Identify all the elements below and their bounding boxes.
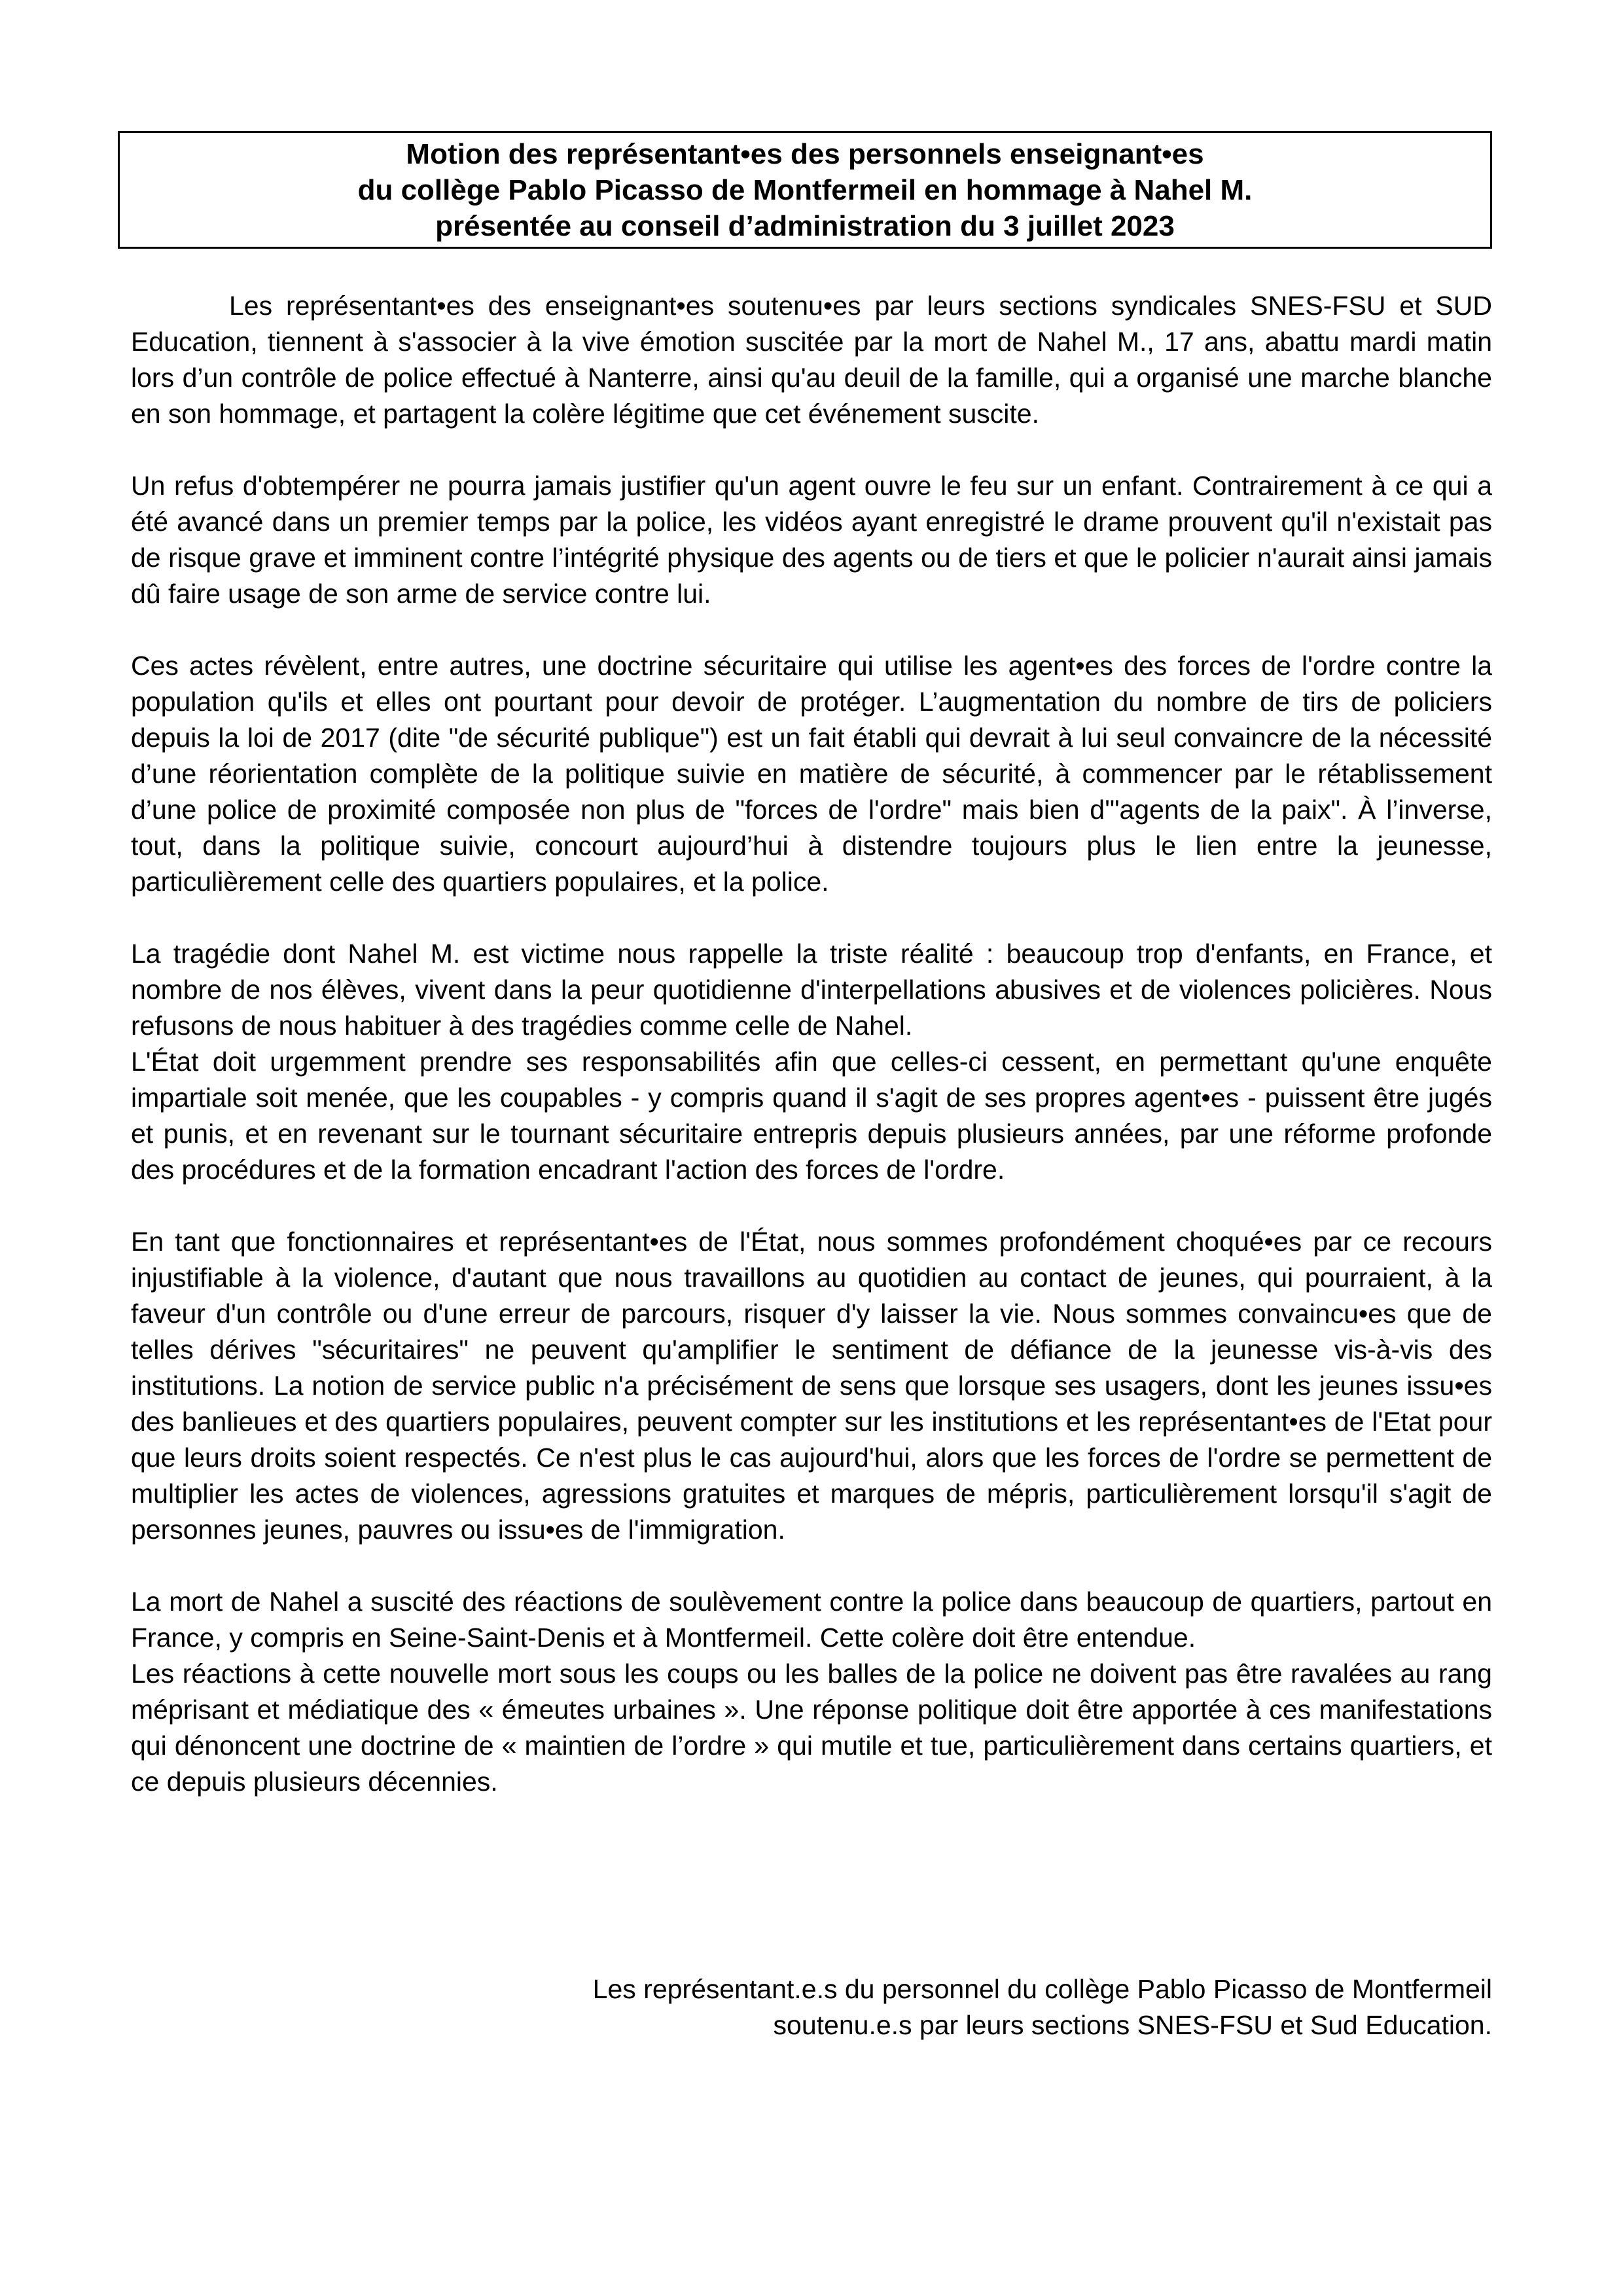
signature-line-2: soutenu.e.s par leurs sections SNES-FSU et Sud Education. — [773, 2010, 1492, 2040]
title-line-1: Motion des représentant•es des personnels enseignant•es — [406, 137, 1204, 170]
paragraph-refus: Un refus d'obtempérer ne pourra jamais justifier qu'un agent ouvre le feu sur un enfant. Contrairement à ce qui a été avancé dans un premier temps par la police, les vidéos ayant enregistré le drame prouvent qu'il n'existait pas de risque grave et imminent contre l’intégrité physique des agents ou de tiers et que le policier n'aurait ainsi jamais dû faire usage de son arme de service contre lui. — [131, 471, 1492, 609]
signature-block — [458, 1971, 1492, 2043]
paragraph-spacer — [131, 900, 1492, 936]
paragraph-tragedie: La tragédie dont Nahel M. est victime nous rappelle la triste réalité : beaucoup trop d'enfants, en France, et nombre de nos élèves, vivent dans la peur quotidienne d'interpellations abusives et de violences policières. Nous refusons de nous habituer à des tragédies comme celle de Nahel. — [131, 939, 1492, 1041]
paragraph-fonctionnaires: En tant que fonctionnaires et représentant•es de l'État, nous sommes profondément choqué•es par ce recours injustifiable à la violence, d'autant que nous travaillons au quotidien au contact de jeunes, qui pourraient, à la faveur d'un contrôle ou d'une erreur de parcours, risquer d'y laisser la vie. Nous sommes convaincu•es que de telles dérives "sécuritaires" ne peuvent qu'amplifier le sentiment de défiance de la jeunesse vis-à-vis des institutions. La notion de service public n'a précisément de sens que lorsque ses usagers, dont les jeunes issu•es des banlieues et des quartiers populaires, peuvent compter sur les institutions et les représentant•es de l'Etat pour que leurs droits soient respectés. Ce n'est plus le cas aujourd'hui, alors que les forces de l'ordre se permettent de multiplier les actes de violences, agressions gratuites et marques de mépris, particulièrement lorsqu'il s'agit de personnes jeunes, pauvres ou issu•es de l'immigration. — [131, 1227, 1492, 1545]
paragraph-soulevement: La mort de Nahel a suscité des réactions de soulèvement contre la police dans beaucoup de quartiers, partout en France, y compris en Seine-Saint-Denis et à Montfermeil. Cette colère doit être entendue. — [131, 1587, 1492, 1653]
motion-body — [131, 288, 1492, 1800]
title-line-2: du collège Pablo Picasso de Montfermeil en hommage à Nahel M. — [357, 173, 1253, 206]
title-box — [118, 131, 1492, 249]
paragraph-reactions: Les réactions à cette nouvelle mort sous les coups ou les balles de la police ne doivent pas être ravalées au rang méprisant et médiatique des « émeutes urbaines ». Une réponse politique doit être apportée à ces manifestations qui dénoncent une doctrine de « maintien de l’ordre » qui mutile et tue, particulièrement dans certains quartiers, et ce depuis plusieurs décennies. — [131, 1659, 1492, 1797]
paragraph-spacer — [131, 1548, 1492, 1584]
paragraph-spacer — [131, 612, 1492, 648]
paragraph-etat: L'État doit urgemment prendre ses responsabilités afin que celles-ci cessent, en permettant qu'une enquête impartiale soit menée, que les coupables - y compris quand il s'agit de ses propres agent•es - puissent être jugés et punis, et en revenant sur le tournant sécuritaire entrepris depuis plusieurs années, par une réforme profonde des procédures et de la formation encadrant l'action des forces de l'ordre. — [131, 1047, 1492, 1185]
signature-line-1: Les représentant.e.s du personnel du collège Pablo Picasso de Montfermeil — [592, 1974, 1492, 2004]
paragraph-spacer — [131, 432, 1492, 468]
title-line-3: présentée au conseil d’administration du 3 juillet 2023 — [435, 209, 1175, 242]
paragraph-intro: Les représentant•es des enseignant•es soutenu•es par leurs sections syndicales SNES-FSU et SUD Education, tiennent à s'associer à la vive émotion suscitée par la mort de Nahel M., 17 ans, abattu mardi matin lors d’un contrôle de police effectué à Nanterre, ainsi qu'au deuil de la famille, qui a organisé une marche blanche en son hommage, et partagent la colère légitime que cet événement suscite. — [131, 291, 1492, 429]
paragraph-doctrine: Ces actes révèlent, entre autres, une doctrine sécuritaire qui utilise les agent•es des forces de l'ordre contre la population qu'ils et elles ont pourtant pour devoir de protéger. L’augmentation du nombre de tirs de policiers depuis la loi de 2017 (dite "de sécurité publique") est un fait établi qui devrait à lui seul convaincre de la nécessité d’une réorientation complète de la politique suivie en matière de sécurité, à commencer par le rétablissement d’une police de proximité composée non plus de "forces de l'ordre" mais bien d'"agents de la paix". À l’inverse, tout, dans la politique suivie, concourt aujourd’hui à distendre toujours plus le lien entre la jeunesse, particulièrement celle des quartiers populaires, et la police. — [131, 651, 1492, 897]
paragraph-spacer — [131, 1188, 1492, 1224]
